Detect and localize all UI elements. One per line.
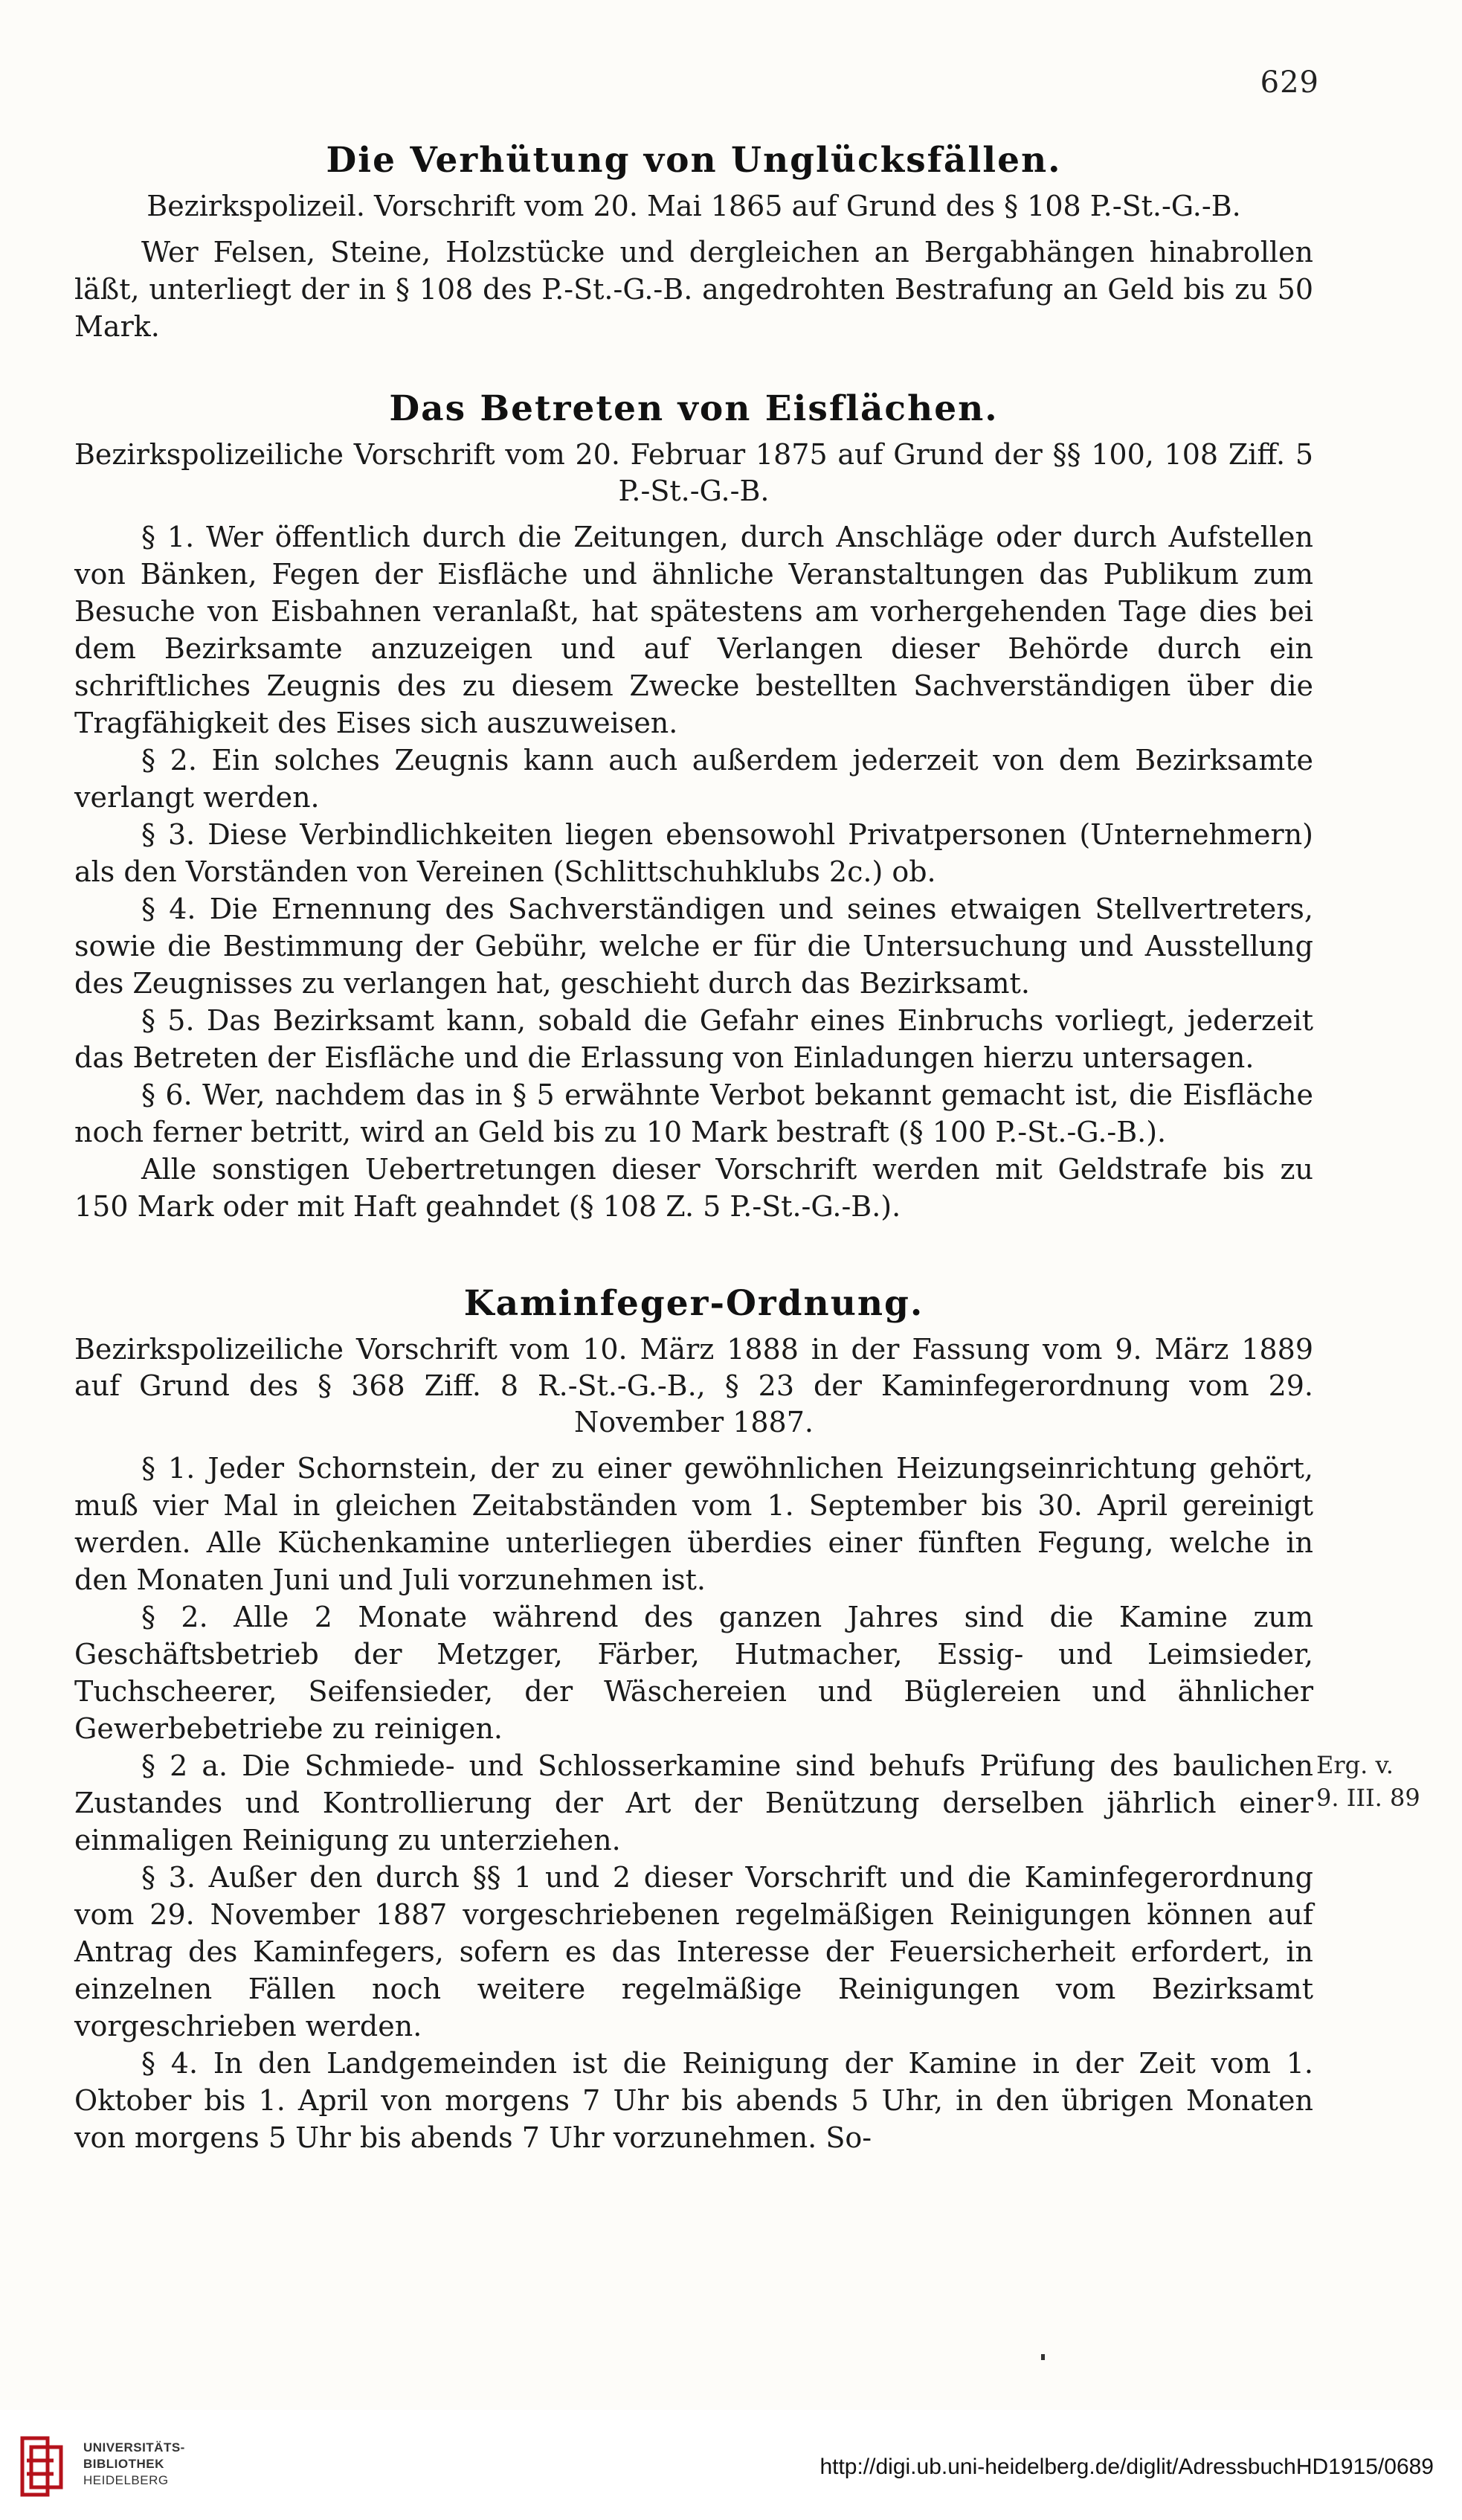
page-number: 629 [1260,65,1319,100]
paragraph: § 1. Wer öffentlich durch die Zeitungen, durch Anschläge oder durch Aufstellen von Bänken, Fegen der Eisfläche und ähnliche Veranstaltungen das Publikum zum Besuche von Eisbahnen veranlaßt, hat spätestens am vorhergehenden Tage dies bei dem Bezirksamte anzuzeigen und auf Verlangen dieser Behörde durch ein schriftliches Zeugnis des zu diesem Zwecke bestellten Sachverständigen über die Tragfähigkeit des Eises sich auszuweisen. [74,521,1313,739]
section-title: Das Betreten von Eisflächen. [389,388,999,429]
paragraph: § 3. Diese Verbindlichkeiten liegen ebensowohl Privatpersonen (Unternehmern) als den Vorständen von Vereinen (Schlittschuhklubs 2c.) ob. [74,818,1313,888]
section-title: Die Verhütung von Unglücksfällen. [326,140,1062,181]
margin-note [1316,1749,1458,1814]
paragraph: Wer Felsen, Steine, Holzstücke und dergleichen an Bergabhängen hinabrollen läßt, unterliegt der in § 108 des P.-St.-G.-B. angedrohten Bestrafung an Geld bis zu 50 Mark. [74,236,1313,343]
section-unfallverhuetung [74,140,1313,345]
paragraph: § 5. Das Bezirksamt kann, sobald die Gefahr eines Einbruchs vorliegt, jederzeit das Betreten der Eisfläche und die Erlassung von Einladungen hierzu untersagen. [74,1004,1313,1074]
paragraph: § 2. Alle 2 Monate während des ganzen Jahres sind die Kamine zum Geschäftsbetrieb der Metzger, Färber, Hutmacher, Essig- und Leimsieder, Tuchscheerer, Seifensieder, der Wäschereien und Büglereien und ähnlicher Gewerbebetriebe zu reinigen. [74,1601,1313,1745]
paragraph: § 2. Ein solches Zeugnis kann auch außerdem jederzeit von dem Bezirksamte verlangt werden. [74,744,1313,814]
logo-line: BIBLIOTHEK [83,2457,164,2471]
paragraph: § 2 a. Die Schmiede- und Schlosserkamine sind behufs Prüfung des baulichen Zustandes und Kontrollierung der Art der Benützung derselben jährlich einer einmaligen Reinigung zu unterziehen. [74,1749,1313,1857]
section-intro: Bezirkspolizeiliche Vorschrift vom 10. März 1888 in der Fassung vom 9. März 1889 auf Grund des § 368 Ziff. 8 R.-St.-G.-B., § 23 der Kaminfegerordnung vom 29. November 1887. [74,1333,1313,1439]
logo-line: UNIVERSITÄTS- [83,2440,185,2455]
margin-note-line: 9. III. 89 [1316,1784,1420,1812]
library-logo-text [83,2440,185,2489]
section-eisflaechen [74,388,1313,1225]
paragraph: § 3. Außer den durch §§ 1 und 2 dieser Vorschrift und die Kaminfegerordnung vom 29. November 1887 vorgeschriebenen regelmäßigen Reinigungen können auf Antrag des Kaminfegers, sofern es das Interesse der Feuersicherheit erfordert, in einzelnen Fällen noch weitere regelmäßige Reinigungen vom Bezirksamt vorgeschrieben werden. [74,1861,1313,2042]
logo-line: HEIDELBERG [83,2473,169,2487]
paragraph: § 4. Die Ernennung des Sachverständigen und seines etwaigen Stellvertreters, sowie die Bestimmung der Gebühr, welche er für die Untersuchung und Ausstellung des Zeugnisses zu verlangen hat, geschieht durch das Bezirksamt. [74,893,1313,1000]
section-kaminfeger-ordnung [74,1283,1313,2156]
section-title: Kaminfeger-Ordnung. [463,1283,924,1324]
section-spacer [74,1225,1313,1283]
page-body [74,140,1313,2156]
footer-bar [0,2410,1462,2520]
ink-speck [1041,2354,1045,2360]
section-spacer [74,345,1313,388]
paragraph: § 6. Wer, nachdem das in § 5 erwähnte Verbot bekannt gemacht ist, die Eisfläche noch ferner betritt, wird an Geld bis zu 10 Mark bestraft (§ 100 P.-St.-G.-B.). [74,1079,1313,1148]
section-intro: Bezirkspolizeiliche Vorschrift vom 20. Februar 1875 auf Grund der §§ 100, 108 Ziff. 5 P.-St.-G.-B. [74,438,1313,507]
paragraph: Alle sonstigen Uebertretungen dieser Vorschrift werden mit Geldstrafe bis zu 150 Mark oder mit Haft geahndet (§ 108 Z. 5 P.-St.-G.-B.). [74,1153,1313,1223]
margin-note-line: Erg. v. [1316,1751,1394,1779]
paragraph: § 1. Jeder Schornstein, der zu einer gewöhnlichen Heizungseinrichtung gehört, muß vier Mal in gleichen Zeitabständen vom 1. September bis 30. April gereinigt werden. Alle Küchenkamine unterliegen überdies einer fünften Fegung, welche in den Monaten Juni und Juli vorzunehmen ist. [74,1452,1313,1596]
source-url-link[interactable]: http://digi.ub.uni-heidelberg.de/diglit/AdressbuchHD1915/0689 [819,2455,1434,2479]
paragraph: § 4. In den Landgemeinden ist die Reinigung der Kamine in der Zeit vom 1. Oktober bis 1. April von morgens 7 Uhr bis abends 5 Uhr, in den übrigen Monaten von morgens 5 Uhr bis abends 7 Uhr vorzunehmen. So- [74,2047,1313,2154]
section-intro: Bezirkspolizeil. Vorschrift vom 20. Mai 1865 auf Grund des § 108 P.-St.-G.-B. [146,190,1241,222]
library-logo-icon [16,2435,68,2498]
